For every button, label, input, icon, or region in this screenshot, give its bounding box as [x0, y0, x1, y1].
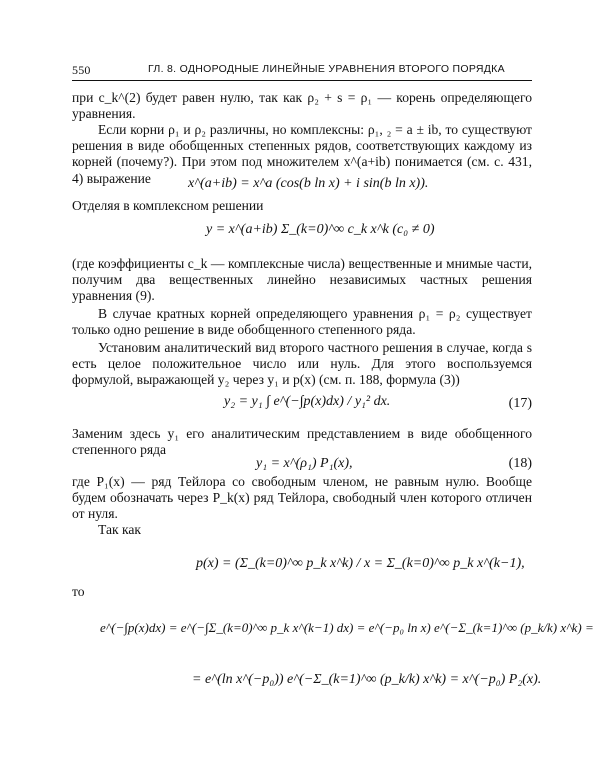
- equation-18: y₁ = x^(ρ₁) P₁(x),: [256, 456, 353, 471]
- header-rule: [72, 80, 532, 81]
- equation-exponent-2: = e^(ln x^(−p₀)) e^(−Σ_(k=1)^∞ (p_k/k) x^k) = x^(−p₀) P₂(x).: [192, 672, 542, 687]
- paragraph-8: где P₁(x) — ряд Тейлора со свободным членом, не равным нулю. Вообще будем обозначать через P_k(x) ряд Тейлора, свободный член которого отличен от нуля.: [72, 474, 532, 522]
- paragraph-9: Так как: [98, 522, 142, 537]
- equation-17-number: (17): [508, 396, 532, 411]
- paragraph-10: то: [72, 584, 85, 599]
- paragraph-3: Отделяя в комплексном решении: [72, 198, 264, 213]
- equation-p-series: p(x) = (Σ_(k=0)^∞ p_k x^k) / x = Σ_(k=0)^∞ p_k x^(k−1),: [196, 556, 525, 571]
- equation-complex-power: x^(a+ib) = x^a (cos(b ln x) + i sin(b ln x)).: [188, 176, 429, 191]
- page-number: 550: [72, 63, 91, 77]
- paragraph-6: Установим аналитический вид второго частного решения в случае, когда s есть целое положительное число или нуль. Для этого воспользуемся формулой, выражающей y₂ через y₁ и p(x) (см. п. 188, формула (3)): [72, 340, 532, 388]
- equation-complex-series: y = x^(a+ib) Σ_(k=0)^∞ c_k x^k (c₀ ≠ 0): [206, 222, 435, 237]
- equation-18-number: (18): [508, 456, 532, 471]
- equation-17: y₂ = y₁ ∫ e^(−∫p(x)dx) / y₁² dx.: [224, 394, 391, 409]
- paragraph-2: Если корни ρ₁ и ρ₂ различны, но комплексны: ρ₁, ₂ = a ± ib, то существуют решения в виде обобщенных степенных рядов, соответствующих каждому из корней (почему?). При этом под множителем x^(a+ib) понимается (см. с. 431, 4) выражение: [72, 122, 532, 186]
- paragraph-1: при c_k^(2) будет равен нулю, так как ρ₂ + s = ρ₁ — корень определяющего уравнения.: [72, 90, 532, 122]
- paragraph-5: В случае кратных корней определяющего уравнения ρ₁ = ρ₂ существует только одно решение в виде обобщенного степенного ряда.: [72, 306, 532, 338]
- running-title: ГЛ. 8. ОДНОРОДНЫЕ ЛИНЕЙНЫЕ УРАВНЕНИЯ ВТОРОГО ПОРЯДКА: [148, 63, 505, 75]
- equation-exponent-1: e^(−∫p(x)dx) = e^(−∫Σ_(k=0)^∞ p_k x^(k−1) dx) = e^(−p₀ ln x) e^(−Σ_(k=1)^∞ (p_k/k) x^k) =: [100, 620, 594, 635]
- paragraph-7: Заменим здесь y₁ его аналитическим представлением в виде обобщенного степенного ряда: [72, 426, 532, 458]
- paragraph-4: (где коэффициенты c_k — комплексные числа) вещественные и мнимые части, получим два вещественных линейно независимых частных решения уравнения (9).: [72, 256, 532, 304]
